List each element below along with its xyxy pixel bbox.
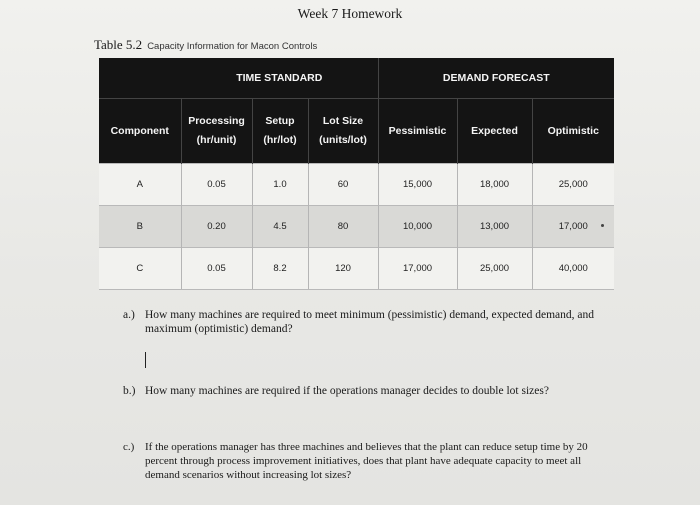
header-lot-size-label: Lot Size [322,115,364,127]
table-row [99,164,614,206]
question-a [123,308,603,336]
header-lot-size [308,99,378,164]
question-b-text: How many machines are required if the operations manager decides to double lot sizes? [145,385,549,397]
cell-processing: 0.05 [181,164,252,206]
header-processing-label: Processing [188,115,245,127]
header-lot-size-unit: (units/lot) [319,134,367,146]
cell-optimistic: 40,000 [532,248,614,290]
header-processing [181,99,252,164]
header-expected-label: Expected [471,124,518,137]
table-column-header-row [99,99,614,164]
question-b [123,384,613,398]
cell-expected: 18,000 [457,164,532,206]
question-c-label: c.) [123,441,135,453]
cell-setup: 1.0 [252,164,308,206]
question-b-label: b.) [123,385,136,397]
question-a-text: How many machines are required to meet minimum (pessimistic) demand, expected demand, and maximum (optimistic) demand? [145,309,594,335]
cell-component: A [99,164,181,206]
header-pessimistic [378,99,457,164]
cell-expected: 25,000 [457,248,532,290]
cell-processing: 0.05 [181,248,252,290]
table-row [99,248,614,290]
cell-setup: 4.5 [252,206,308,248]
question-c [123,440,613,482]
header-time-standard: TIME STANDARD [181,58,378,99]
header-processing-unit: (hr/unit) [196,134,237,146]
cell-optimistic: 25,000 [532,164,614,206]
table-group-header-row [99,58,614,99]
cell-component: B [99,206,181,248]
header-blank [99,58,181,99]
header-expected [457,99,532,164]
header-setup-unit: (hr/lot) [263,134,297,146]
question-a-label: a.) [123,309,135,321]
header-demand-forecast: DEMAND FORECAST [378,58,614,99]
header-component-label: Component [110,124,169,137]
document-title: Week 7 Homework [297,6,403,21]
text-cursor [145,352,146,368]
cell-pessimistic: 10,000 [378,206,457,248]
question-c-text: If the operations manager has three machines and believes that the plant can reduce setup time by 20 percent through process improvement initiatives, does that plant have adequate capacity to meet all demand scenarios without increasing lot sizes? [145,441,588,481]
header-setup-label: Setup [265,115,295,127]
cell-expected: 13,000 [457,206,532,248]
capacity-table [99,58,614,290]
table-description: Capacity Information for Macon Controls [147,41,318,52]
cell-setup: 8.2 [252,248,308,290]
header-pessimistic-label: Pessimistic [388,124,447,137]
header-optimistic-label: Optimistic [547,124,599,137]
table-number: Table 5.2 [94,37,143,52]
header-optimistic [532,99,614,164]
cell-lot-size: 60 [308,164,378,206]
cell-lot-size: 80 [308,206,378,248]
cell-lot-size: 120 [308,248,378,290]
header-component [99,99,181,164]
cell-pessimistic: 15,000 [378,164,457,206]
table-caption [94,37,317,53]
cell-processing: 0.20 [181,206,252,248]
cell-pessimistic: 17,000 [378,248,457,290]
header-setup [252,99,308,164]
stray-mark [601,224,604,227]
cell-component: C [99,248,181,290]
cell-optimistic: 17,000 [532,206,614,248]
table-row [99,206,614,248]
